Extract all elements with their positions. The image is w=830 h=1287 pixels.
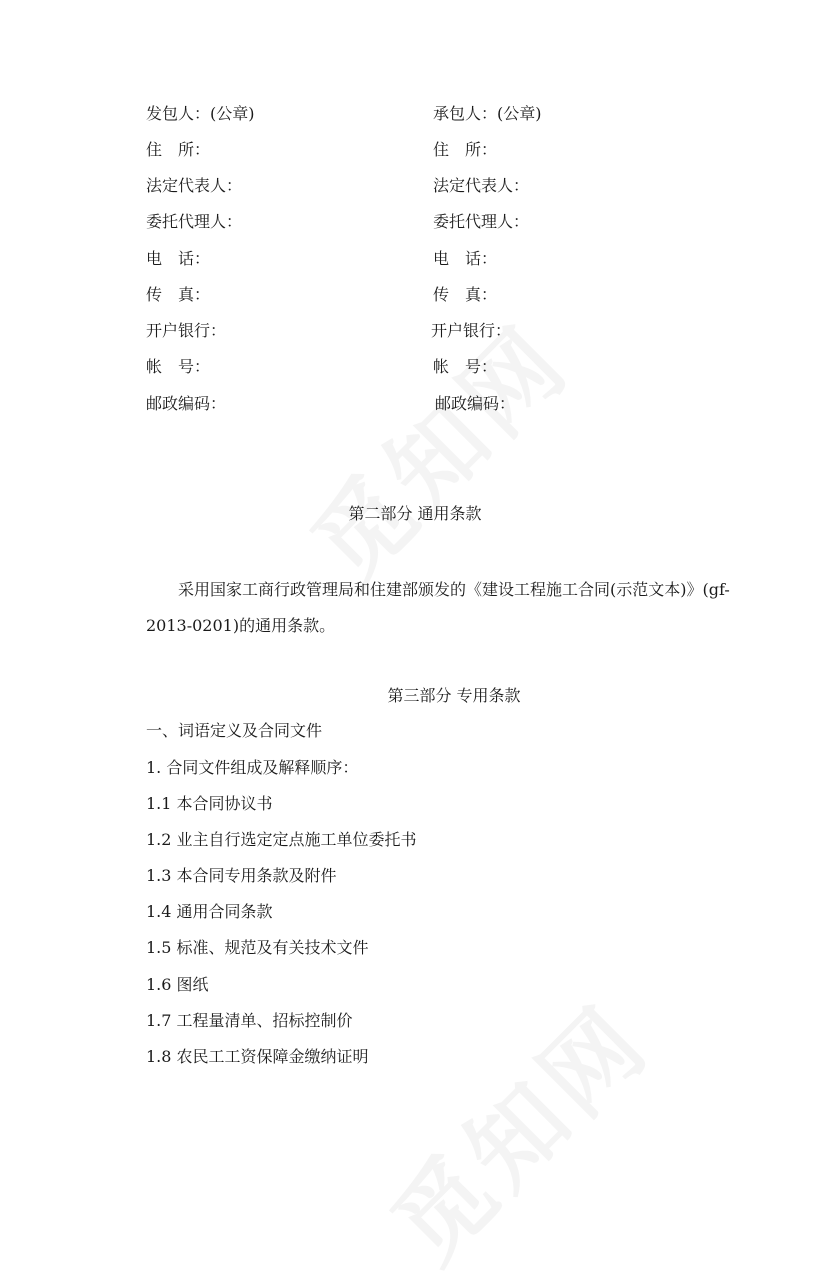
- contractor-bank-label: 开户银行：: [431, 321, 512, 340]
- list-item: 1. 合同文件组成及解释顺序：: [146, 758, 359, 777]
- employer-agent-label: 委托代理人：: [146, 212, 243, 231]
- part2-paragraph-line1: 采用国家工商行政管理局和住建部颁发的《建设工程施工合同(示范文本)》(gf-: [178, 580, 730, 599]
- employer-account-label: 帐 号：: [146, 357, 211, 376]
- employer-phone-label: 电 话：: [146, 249, 211, 268]
- contractor-seal-label: 承包人：(公章): [433, 104, 542, 123]
- part3-title: 第三部分 专用条款: [387, 686, 521, 705]
- contractor-phone-label: 电 话：: [433, 249, 498, 268]
- employer-address-label: 住 所：: [146, 140, 211, 159]
- watermark-2: [357, 970, 674, 1287]
- list-item: 1.6 图纸: [146, 975, 209, 994]
- employer-bank-label: 开户银行：: [146, 321, 227, 340]
- list-item: 一、词语定义及合同文件: [146, 721, 323, 740]
- list-item: 1.5 标准、规范及有关技术文件: [146, 938, 369, 957]
- list-item: 1.1 本合同协议书: [146, 794, 273, 813]
- list-item: 1.7 工程量清单、招标控制价: [146, 1011, 353, 1030]
- contractor-legal-rep-label: 法定代表人：: [433, 176, 530, 195]
- part2-paragraph-line2: 2013-0201)的通用条款。: [146, 616, 336, 635]
- list-item: 1.2 业主自行选定定点施工单位委托书: [146, 830, 417, 849]
- employer-seal-label: 发包人：(公章): [146, 104, 255, 123]
- contractor-fax-label: 传 真：: [433, 285, 498, 304]
- contractor-agent-label: 委托代理人：: [433, 212, 530, 231]
- contractor-postcode-label: 邮政编码：: [435, 394, 516, 413]
- employer-fax-label: 传 真：: [146, 285, 211, 304]
- employer-legal-rep-label: 法定代表人：: [146, 176, 243, 195]
- part2-title: 第二部分 通用条款: [348, 504, 482, 523]
- contractor-address-label: 住 所：: [433, 140, 498, 159]
- employer-postcode-label: 邮政编码：: [146, 394, 227, 413]
- list-item: 1.8 农民工工资保障金缴纳证明: [146, 1047, 369, 1066]
- contractor-account-label: 帐 号：: [433, 357, 498, 376]
- list-item: 1.4 通用合同条款: [146, 902, 273, 921]
- list-item: 1.3 本合同专用条款及附件: [146, 866, 337, 885]
